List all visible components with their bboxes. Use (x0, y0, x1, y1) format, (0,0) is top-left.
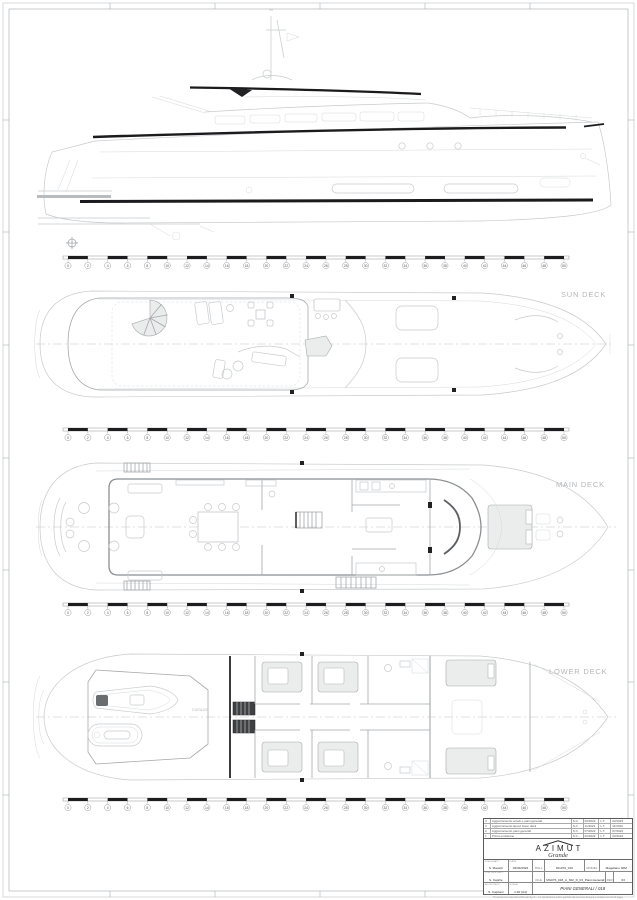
svg-text:20: 20 (264, 435, 269, 440)
frame-ruler (63, 428, 569, 441)
revision-cell: S.C. (572, 824, 584, 828)
svg-text:18: 18 (244, 805, 249, 810)
revision-cell: 3 (484, 824, 491, 828)
frame-ruler (63, 256, 569, 269)
svg-text:26: 26 (324, 263, 328, 268)
revision-cell: Aggiornamento layout lower deck (491, 824, 572, 828)
svg-text:22: 22 (284, 610, 289, 615)
svg-text:28: 28 (343, 805, 348, 810)
svg-text:44: 44 (502, 263, 507, 268)
revision-table (484, 819, 632, 839)
svg-text:38: 38 (443, 610, 447, 615)
svg-text:22: 22 (284, 435, 289, 440)
model-label-cell: MODEL (585, 860, 601, 871)
svg-text:2: 2 (86, 263, 89, 268)
svg-text:42: 42 (482, 610, 487, 615)
svg-text:8: 8 (146, 435, 149, 440)
svg-text:34: 34 (403, 610, 408, 615)
svg-text:48: 48 (542, 263, 547, 268)
revision-cell: Prima emissione (491, 834, 572, 838)
svg-text:32: 32 (383, 263, 388, 268)
svg-text:38: 38 (443, 263, 447, 268)
file-value-cell: MG076_018_A_302_D_03_Piani-Generali (545, 872, 606, 883)
svg-text:42: 42 (482, 435, 487, 440)
svg-text:12: 12 (185, 435, 189, 440)
svg-text:44: 44 (502, 610, 507, 615)
svg-text:40: 40 (462, 435, 467, 440)
svg-text:12: 12 (185, 805, 189, 810)
svg-text:24: 24 (304, 805, 308, 810)
svg-text:46: 46 (522, 435, 527, 440)
mast (252, 10, 299, 80)
svg-text:4: 4 (106, 805, 109, 810)
logo-series: Grande (548, 851, 568, 859)
profile-view (37, 10, 611, 249)
revision-cell: 2 (484, 829, 491, 833)
svg-text:46: 46 (522, 805, 527, 810)
svg-text:14: 14 (204, 263, 209, 268)
svg-text:48: 48 (542, 610, 547, 615)
logo-brand: AZIMUT (535, 843, 584, 853)
main-deck-label: MAIN DECK (556, 480, 605, 489)
svg-text:50: 50 (562, 263, 566, 268)
svg-text:46: 46 (522, 610, 527, 615)
drawing-title: PIANI GENERALI / 018 (560, 885, 606, 891)
frame-ruler (63, 603, 569, 616)
revision-cell: 11/2022 (612, 824, 623, 828)
scale-cell: SCALA 1:40 (A4) (509, 883, 534, 894)
svg-text:16: 16 (224, 435, 229, 440)
svg-text:20: 20 (264, 610, 269, 615)
svg-text:28: 28 (343, 435, 348, 440)
svg-text:34: 34 (403, 263, 408, 268)
title-block-grid (484, 860, 632, 894)
svg-text:30: 30 (363, 610, 368, 615)
svg-text:34: 34 (403, 805, 408, 810)
revision-cell: 1 (484, 834, 491, 838)
profile-dark-accents (80, 88, 604, 202)
revision-cell: S.C. (572, 834, 584, 838)
logo (484, 839, 632, 860)
model-value-cell: Magellano 30M (605, 866, 627, 871)
svg-text:4: 4 (106, 263, 109, 268)
svg-text:38: 38 (443, 435, 447, 440)
checked-cell: CONTROLLATO S. Caprile (484, 872, 509, 883)
svg-text:2: 2 (86, 435, 89, 440)
revision-cell: 02/2023 (584, 819, 600, 823)
svg-text:18: 18 (244, 610, 249, 615)
svg-text:8: 8 (146, 610, 149, 615)
revision-cell: L.T. (599, 824, 611, 828)
svg-text:26: 26 (324, 610, 328, 615)
revision-row (484, 834, 632, 838)
svg-text:16: 16 (224, 610, 229, 615)
svg-text:6: 6 (126, 610, 129, 615)
svg-text:40: 40 (462, 610, 467, 615)
svg-text:8: 8 (146, 805, 149, 810)
svg-text:44: 44 (502, 435, 507, 440)
svg-text:44: 44 (502, 805, 507, 810)
svg-text:18: 18 (244, 435, 249, 440)
file-label-cell: FILE (533, 872, 545, 883)
revision-cell: 11/2022 (584, 824, 600, 828)
svg-text:36: 36 (423, 805, 428, 810)
drawing-title-cell (533, 883, 632, 894)
svg-text:0: 0 (67, 263, 69, 268)
svg-text:26: 26 (324, 805, 328, 810)
hull-value-cell: MG076_016 (545, 860, 584, 871)
svg-text:40: 40 (462, 805, 467, 810)
svg-text:16: 16 (224, 805, 229, 810)
svg-text:0: 0 (67, 610, 69, 615)
revision-cell: Aggiornamento arredi e piani generali (491, 819, 572, 823)
date-cell: DATA 02/04/2022 (509, 860, 534, 871)
revision-cell: L.T. (599, 829, 611, 833)
approved-cell: APPROVATO S. Capriani (484, 883, 509, 894)
svg-text:42: 42 (482, 263, 487, 268)
svg-text:38: 38 (443, 805, 447, 810)
frame-ruler (63, 798, 569, 811)
svg-text:32: 32 (383, 435, 388, 440)
svg-text:22: 22 (284, 805, 289, 810)
svg-text:20: 20 (264, 263, 269, 268)
sun-deck-label: SUN DECK (561, 290, 607, 299)
svg-text:4: 4 (106, 435, 109, 440)
svg-text:10: 10 (165, 610, 170, 615)
rev-label-cell: REV (606, 872, 614, 883)
revision-cell: S.C. (572, 819, 584, 823)
svg-text:30: 30 (363, 435, 368, 440)
svg-text:36: 36 (423, 610, 428, 615)
revision-cell: 07/2022 (612, 829, 624, 833)
revision-cell: 02/2023 (612, 819, 624, 823)
svg-text:50: 50 (562, 805, 566, 810)
revision-cell: 07/2022 (584, 829, 600, 833)
drawn-cell: DISEGNATO S. Manetti (484, 860, 509, 871)
companionway-stairs (233, 702, 255, 733)
lower-deck-label: LOWER DECK (549, 667, 608, 676)
rev-value-cell: 03 (621, 877, 625, 882)
blank-cell (509, 872, 534, 883)
svg-text:34: 34 (403, 435, 408, 440)
svg-text:22: 22 (284, 263, 289, 268)
svg-text:14: 14 (204, 805, 209, 810)
svg-text:10: 10 (165, 805, 170, 810)
lower-deck-plan (33, 652, 616, 782)
svg-text:28: 28 (343, 610, 348, 615)
svg-text:10: 10 (165, 263, 170, 268)
revision-cell: 02/2022 (584, 834, 600, 838)
svg-text:2: 2 (86, 610, 89, 615)
revision-cell: L.T. (599, 834, 611, 838)
svg-text:10: 10 (165, 435, 170, 440)
revision-cell: 4 (484, 819, 491, 823)
svg-text:6: 6 (126, 805, 129, 810)
svg-text:40: 40 (462, 263, 467, 268)
hull-label-cell: HULL (533, 860, 545, 871)
svg-text:0: 0 (67, 805, 69, 810)
svg-text:30: 30 (363, 805, 368, 810)
title-block (483, 818, 633, 899)
svg-text:24: 24 (304, 263, 308, 268)
svg-text:4: 4 (106, 610, 109, 615)
garage-label: GARAGE (192, 708, 209, 712)
main-deck-plan (36, 461, 616, 593)
revision-cell: L.T. (599, 819, 611, 823)
svg-text:8: 8 (146, 263, 149, 268)
svg-text:0: 0 (67, 435, 69, 440)
svg-text:6: 6 (126, 435, 129, 440)
svg-text:46: 46 (522, 263, 527, 268)
svg-text:26: 26 (324, 435, 328, 440)
datum-symbol (66, 237, 78, 249)
spiral-stair-icon (132, 300, 168, 336)
svg-text:24: 24 (304, 610, 308, 615)
svg-text:36: 36 (423, 263, 428, 268)
svg-text:12: 12 (185, 263, 189, 268)
svg-text:24: 24 (304, 435, 308, 440)
svg-text:50: 50 (562, 435, 566, 440)
svg-text:14: 14 (204, 435, 209, 440)
svg-text:28: 28 (343, 263, 348, 268)
svg-text:32: 32 (383, 805, 388, 810)
svg-text:20: 20 (264, 805, 269, 810)
sun-deck-plan (35, 291, 614, 397)
svg-text:32: 32 (383, 610, 388, 615)
revision-cell: Aggiornamento piani generali (491, 829, 572, 833)
confidentiality-note: Proprietà riservata Azimut Benetti S.p.A. – La riproduzione anche parziale del presente disegno è vietata a termini di legge (484, 894, 632, 899)
svg-text:12: 12 (185, 610, 189, 615)
svg-text:30: 30 (363, 263, 368, 268)
svg-text:42: 42 (482, 805, 487, 810)
revision-cell: 02/2022 (612, 834, 624, 838)
svg-text:14: 14 (204, 610, 209, 615)
svg-text:48: 48 (542, 805, 547, 810)
svg-text:2: 2 (86, 805, 89, 810)
svg-text:50: 50 (562, 610, 566, 615)
svg-text:18: 18 (244, 263, 249, 268)
svg-text:16: 16 (224, 263, 229, 268)
svg-text:48: 48 (542, 435, 547, 440)
revision-cell: S.C. (572, 829, 584, 833)
svg-text:6: 6 (126, 263, 129, 268)
svg-text:36: 36 (423, 435, 428, 440)
